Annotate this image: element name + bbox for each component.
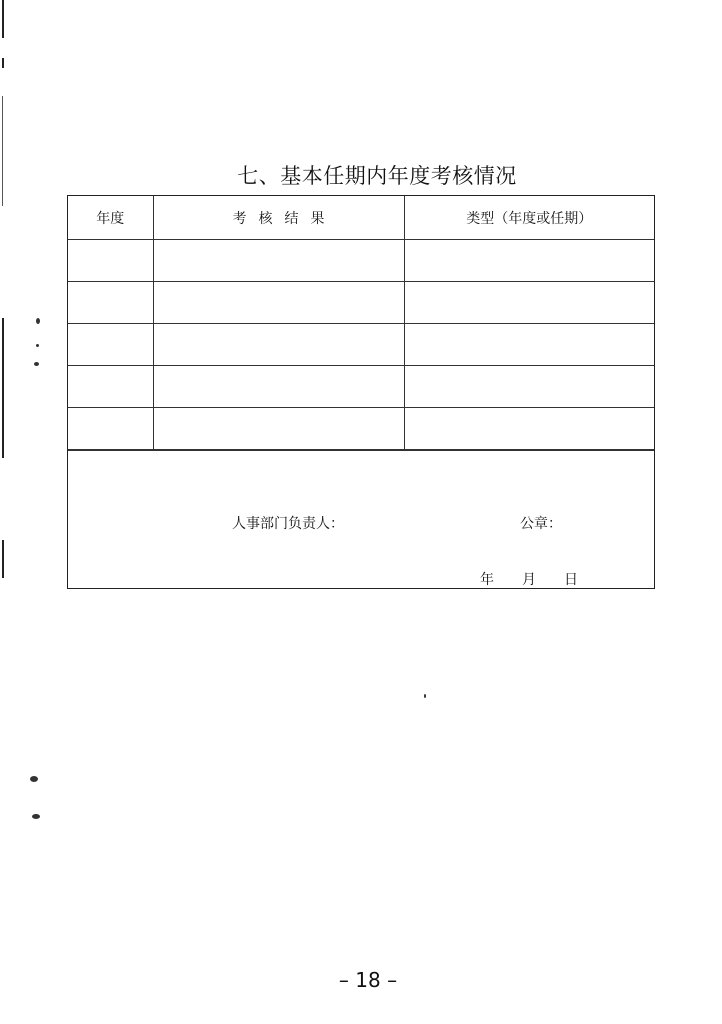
assessment-table bbox=[68, 196, 654, 450]
header-type: 类型（年度或任期） bbox=[404, 196, 654, 240]
cell-result[interactable] bbox=[153, 240, 404, 282]
scan-speck bbox=[32, 814, 40, 819]
scan-edge-mark bbox=[2, 318, 4, 458]
date-year-label: 年 bbox=[480, 572, 494, 588]
cell-result[interactable] bbox=[153, 324, 404, 366]
date-month-label: 月 bbox=[522, 572, 536, 588]
cell-result[interactable] bbox=[153, 366, 404, 408]
page-number: – 18 – bbox=[338, 968, 398, 992]
scan-edge-mark bbox=[2, 540, 4, 578]
scan-speck bbox=[424, 694, 426, 698]
scan-speck bbox=[36, 318, 40, 324]
header-year: 年度 bbox=[68, 196, 153, 240]
date-day-label: 日 bbox=[564, 572, 578, 588]
scan-speck bbox=[34, 362, 39, 366]
table-header-row bbox=[68, 196, 654, 240]
cell-year[interactable] bbox=[68, 282, 153, 324]
cell-type[interactable] bbox=[404, 240, 654, 282]
table-row bbox=[68, 324, 654, 366]
cell-type[interactable] bbox=[404, 366, 654, 408]
seal-label: 公章： bbox=[520, 516, 562, 532]
table-row bbox=[68, 408, 654, 450]
cell-year[interactable] bbox=[68, 240, 153, 282]
table-row bbox=[68, 282, 654, 324]
assessment-form bbox=[67, 195, 655, 589]
cell-result[interactable] bbox=[153, 408, 404, 450]
table-row bbox=[68, 240, 654, 282]
cell-year[interactable] bbox=[68, 366, 153, 408]
table-row bbox=[68, 366, 654, 408]
scan-speck bbox=[36, 344, 39, 347]
scan-speck bbox=[30, 776, 38, 782]
cell-type[interactable] bbox=[404, 282, 654, 324]
date-line bbox=[480, 569, 578, 589]
scan-edge-mark bbox=[2, 0, 4, 38]
signature-area bbox=[68, 450, 654, 588]
hr-head-label: 人事部门负责人： bbox=[232, 516, 344, 532]
cell-year[interactable] bbox=[68, 408, 153, 450]
cell-year[interactable] bbox=[68, 324, 153, 366]
cell-result[interactable] bbox=[153, 282, 404, 324]
scan-edge-mark bbox=[2, 58, 4, 68]
cell-type[interactable] bbox=[404, 408, 654, 450]
header-result: 考核结果 bbox=[153, 196, 404, 240]
cell-type[interactable] bbox=[404, 324, 654, 366]
section-title: 七、基本任期内年度考核情况 bbox=[237, 164, 517, 188]
